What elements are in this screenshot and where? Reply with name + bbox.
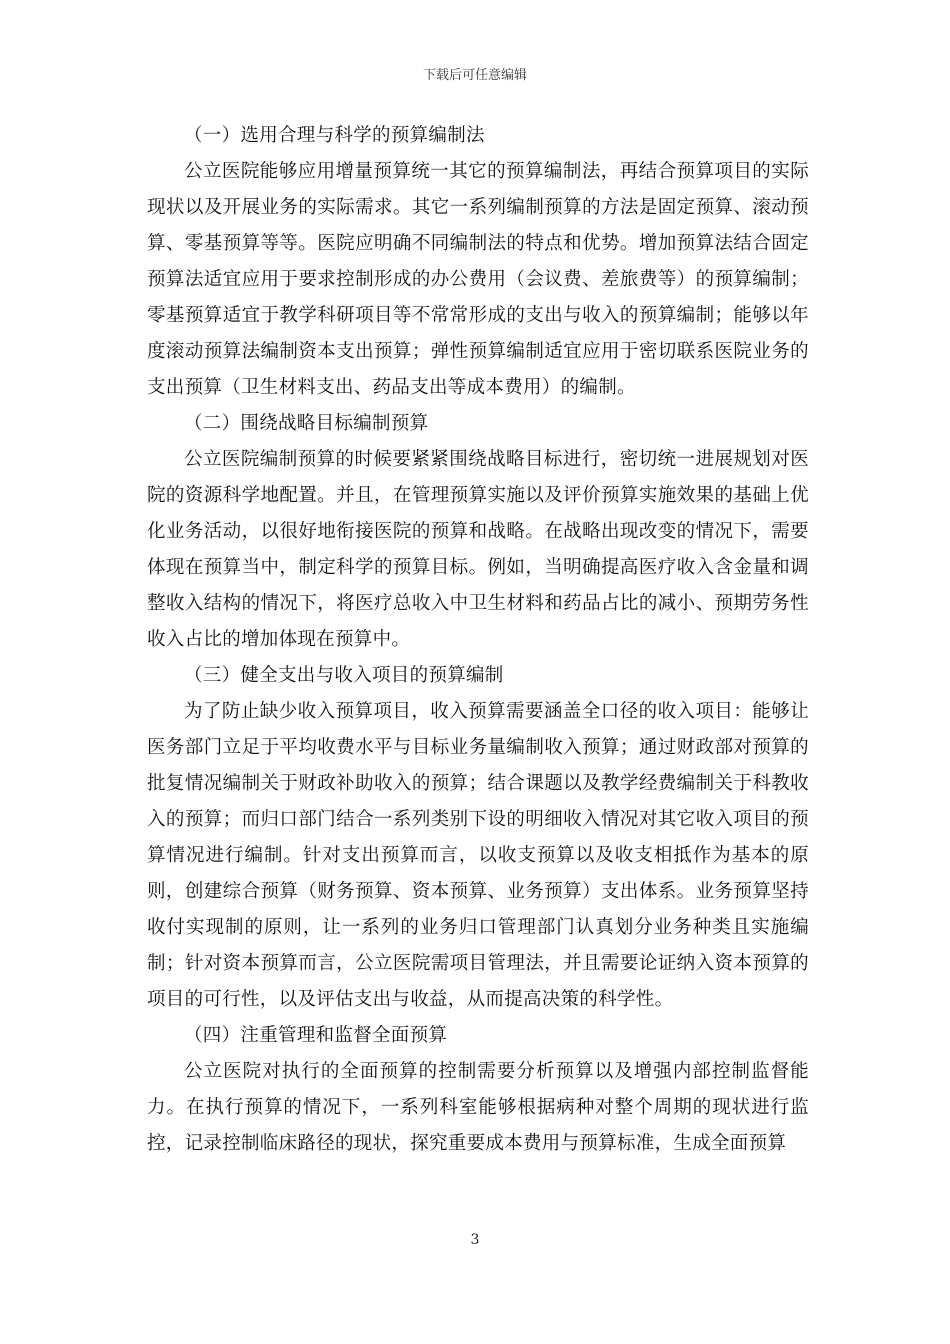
section-1-paragraph: 公立医院能够应用增量预算统一其它的预算编制法，再结合预算项目的实际现状以及开展业务的实际需求。其它一系列编制预算的方法是固定预算、滚动预算、零基预算等等。医院应明确不同编制法的特点和优势。增加预算法结合固定预算法适宜应用于要求控制形成的办公费用（会议费、差旅费等）的预算编制；零基预算适宜于教学科研项目等不常常形成的支出与收入的预算编制；能够以年度滚动预算法编制资本支出预算；弹性预算编制适宜应用于密切联系医院业务的支出预算（卫生材料支出、药品支出等成本费用）的编制。 [147, 161, 809, 398]
document-body [147, 118, 809, 1162]
section-4-paragraph: 公立医院对执行的全面预算的控制需要分析预算以及增强内部控制监督能力。在执行预算的情况下，一系列科室能够根据病种对整个周期的现状进行监控，记录控制临床路径的现状，探究重要成本费用与预算标准，生成全面预算 [147, 1061, 809, 1154]
section-1-heading: （一）选用合理与科学的预算编制法 [184, 125, 485, 146]
section-3-paragraph: 为了防止缺少收入预算项目，收入预算需要涵盖全口径的收入项目：能够让医务部门立足于平均收费水平与目标业务量编制收入预算；通过财政部对预算的批复情况编制关于财政补助收入的预算；结合课题以及教学经费编制关于科教收入的预算；而归口部门结合一系列类别下设的明细收入情况对其它收入项目的预算情况进行编制。针对支出预算而言，以收支预算以及收支相抵作为基本的原则，创建综合预算（财务预算、资本预算、业务预算）支出体系。业务预算坚持收付实现制的原则，让一系列的业务归口管理部门认真划分业务种类且实施编制；针对资本预算而言，公立医院需项目管理法，并且需要论证纳入资本预算的项目的可行性，以及评估支出与收益，从而提高决策的科学性。 [147, 701, 809, 1010]
section-2-heading: （二）围绕战略目标编制预算 [184, 413, 429, 434]
section-2-paragraph: 公立医院编制预算的时候要紧紧围绕战略目标进行，密切统一进展规划对医院的资源科学地配置。并且，在管理预算实施以及评价预算实施效果的基础上优化业务活动，以很好地衔接医院的预算和战略。在战略出现改变的情况下，需要体现在预算当中，制定科学的预算目标。例如，当明确提高医疗收入含金量和调整收入结构的情况下，将医疗总收入中卫生材料和药品占比的减小、预期劳务性收入占比的增加体现在预算中。 [147, 449, 809, 650]
section-4-heading: （四）注重管理和监督全面预算 [184, 1025, 448, 1046]
page-header: 下载后可任意编辑 [422, 68, 527, 83]
section-3-heading: （三）健全支出与收入项目的预算编制 [184, 665, 504, 686]
page-number: 3 [470, 1232, 480, 1248]
